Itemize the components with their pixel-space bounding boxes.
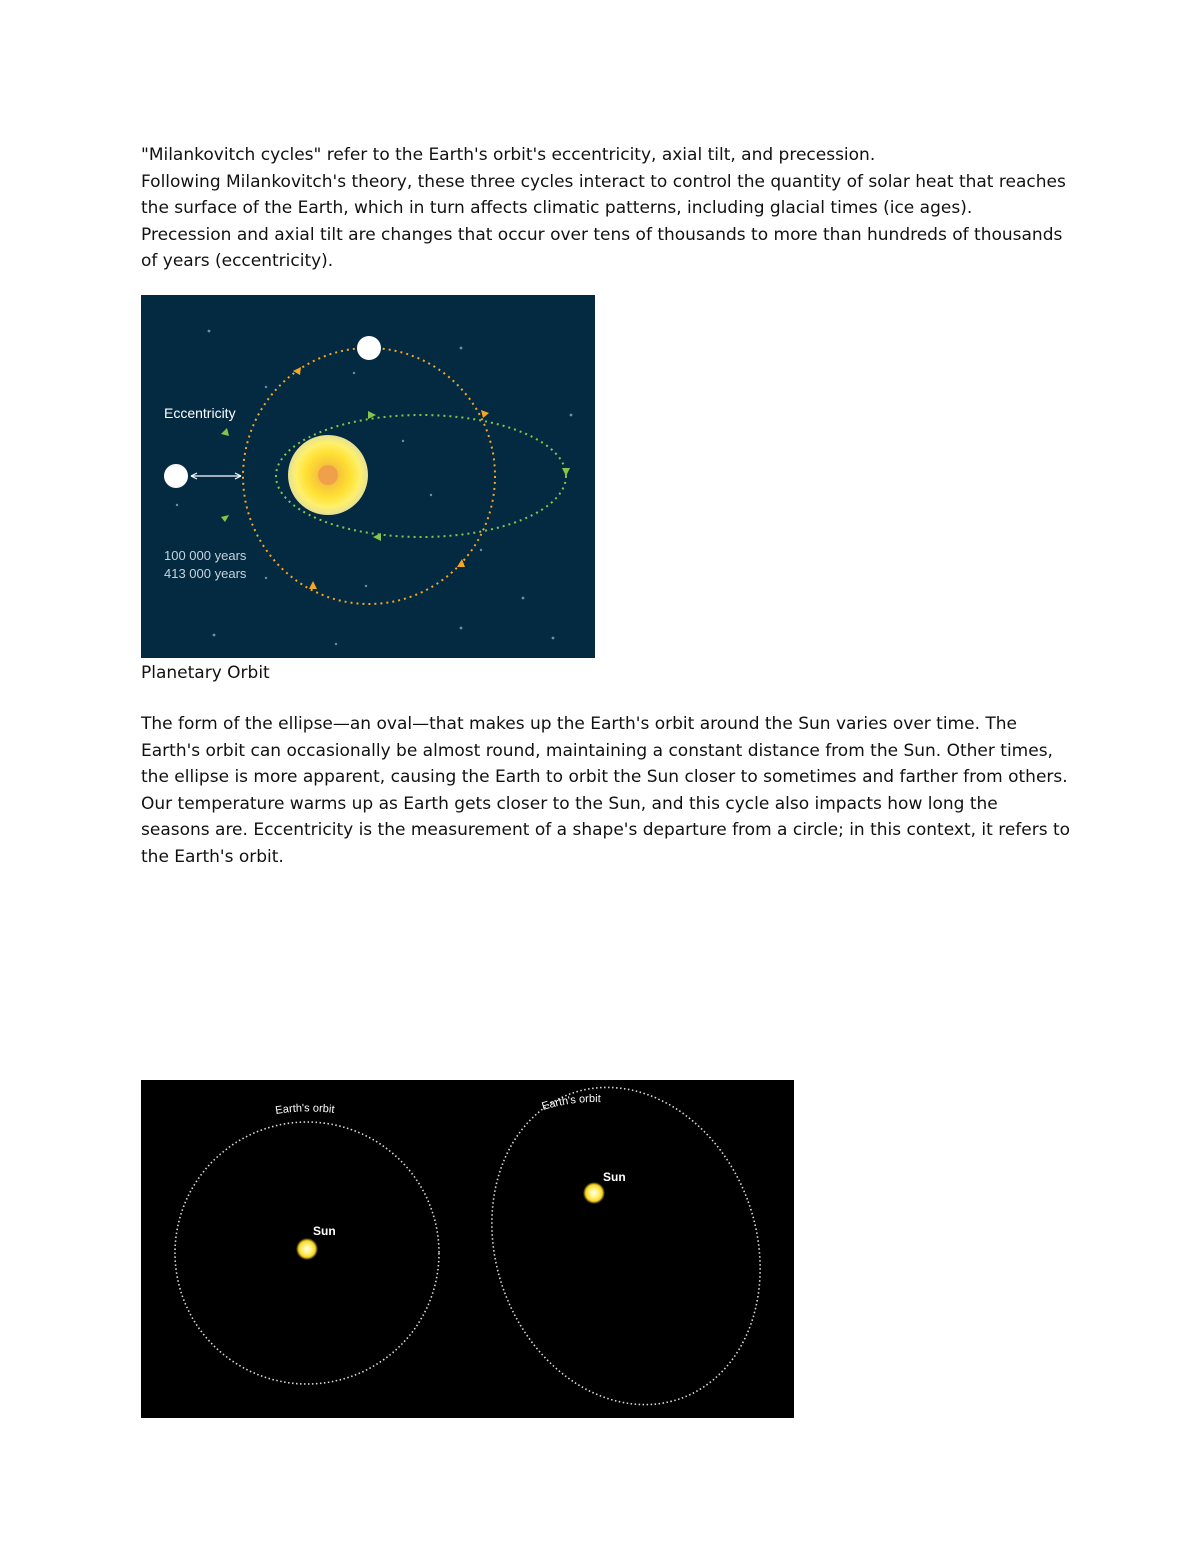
planet-left — [164, 464, 188, 488]
figure-caption: Planetary Orbit — [141, 663, 270, 683]
intro-paragraph — [141, 142, 1071, 275]
intro-line: Precession and axial tilt are changes that occur over tens of thousands to more than hundreds of thousands of years (eccentricity). — [141, 224, 1063, 272]
sun-label: Sun — [313, 1224, 336, 1238]
sun — [583, 1182, 605, 1204]
sun-label: Sun — [603, 1170, 626, 1184]
period-label: 413 000 years — [164, 566, 247, 581]
intro-line: Following Milankovitch's theory, these three cycles interact to control the quantity of solar heat that reaches the surface of the Earth, which in turn affects climatic patterns, including glacial times (ice ages). — [141, 171, 1066, 219]
period-label: 100 000 years — [164, 548, 247, 563]
sun-core — [318, 465, 338, 485]
sun — [296, 1238, 318, 1260]
body-line: The form of the ellipse—an oval—that makes up the Earth's orbit around the Sun varies over time. The Earth's orbit can occasionally be almost round, maintaining a constant distance from the Sun. Other times, the ellipse is more apparent, causing the Earth to orbit the Sun closer to sometimes and farther from others. — [141, 714, 1068, 788]
body-line: Our temperature warms up as Earth gets closer to the Sun, and this cycle also impacts how long the seasons are. Eccentricity is the measurement of a shape's departure from a circle; in this context, it refers to the Earth's orbit. — [141, 793, 1071, 867]
body-paragraph — [141, 711, 1071, 871]
eccentricity-diagram — [141, 295, 595, 658]
intro-line: "Milankovitch cycles" refer to the Earth's orbit's eccentricity, axial tilt, and precession. — [141, 145, 876, 165]
orbit-comparison-diagram — [141, 1080, 794, 1418]
diagram-background — [141, 1080, 794, 1418]
eccentricity-label: Eccentricity — [164, 405, 236, 421]
orbit-label-text: Earth's orbit — [274, 1102, 336, 1117]
orbit-label-text: Earth's orbit — [540, 1092, 601, 1113]
planet-top — [357, 336, 381, 360]
